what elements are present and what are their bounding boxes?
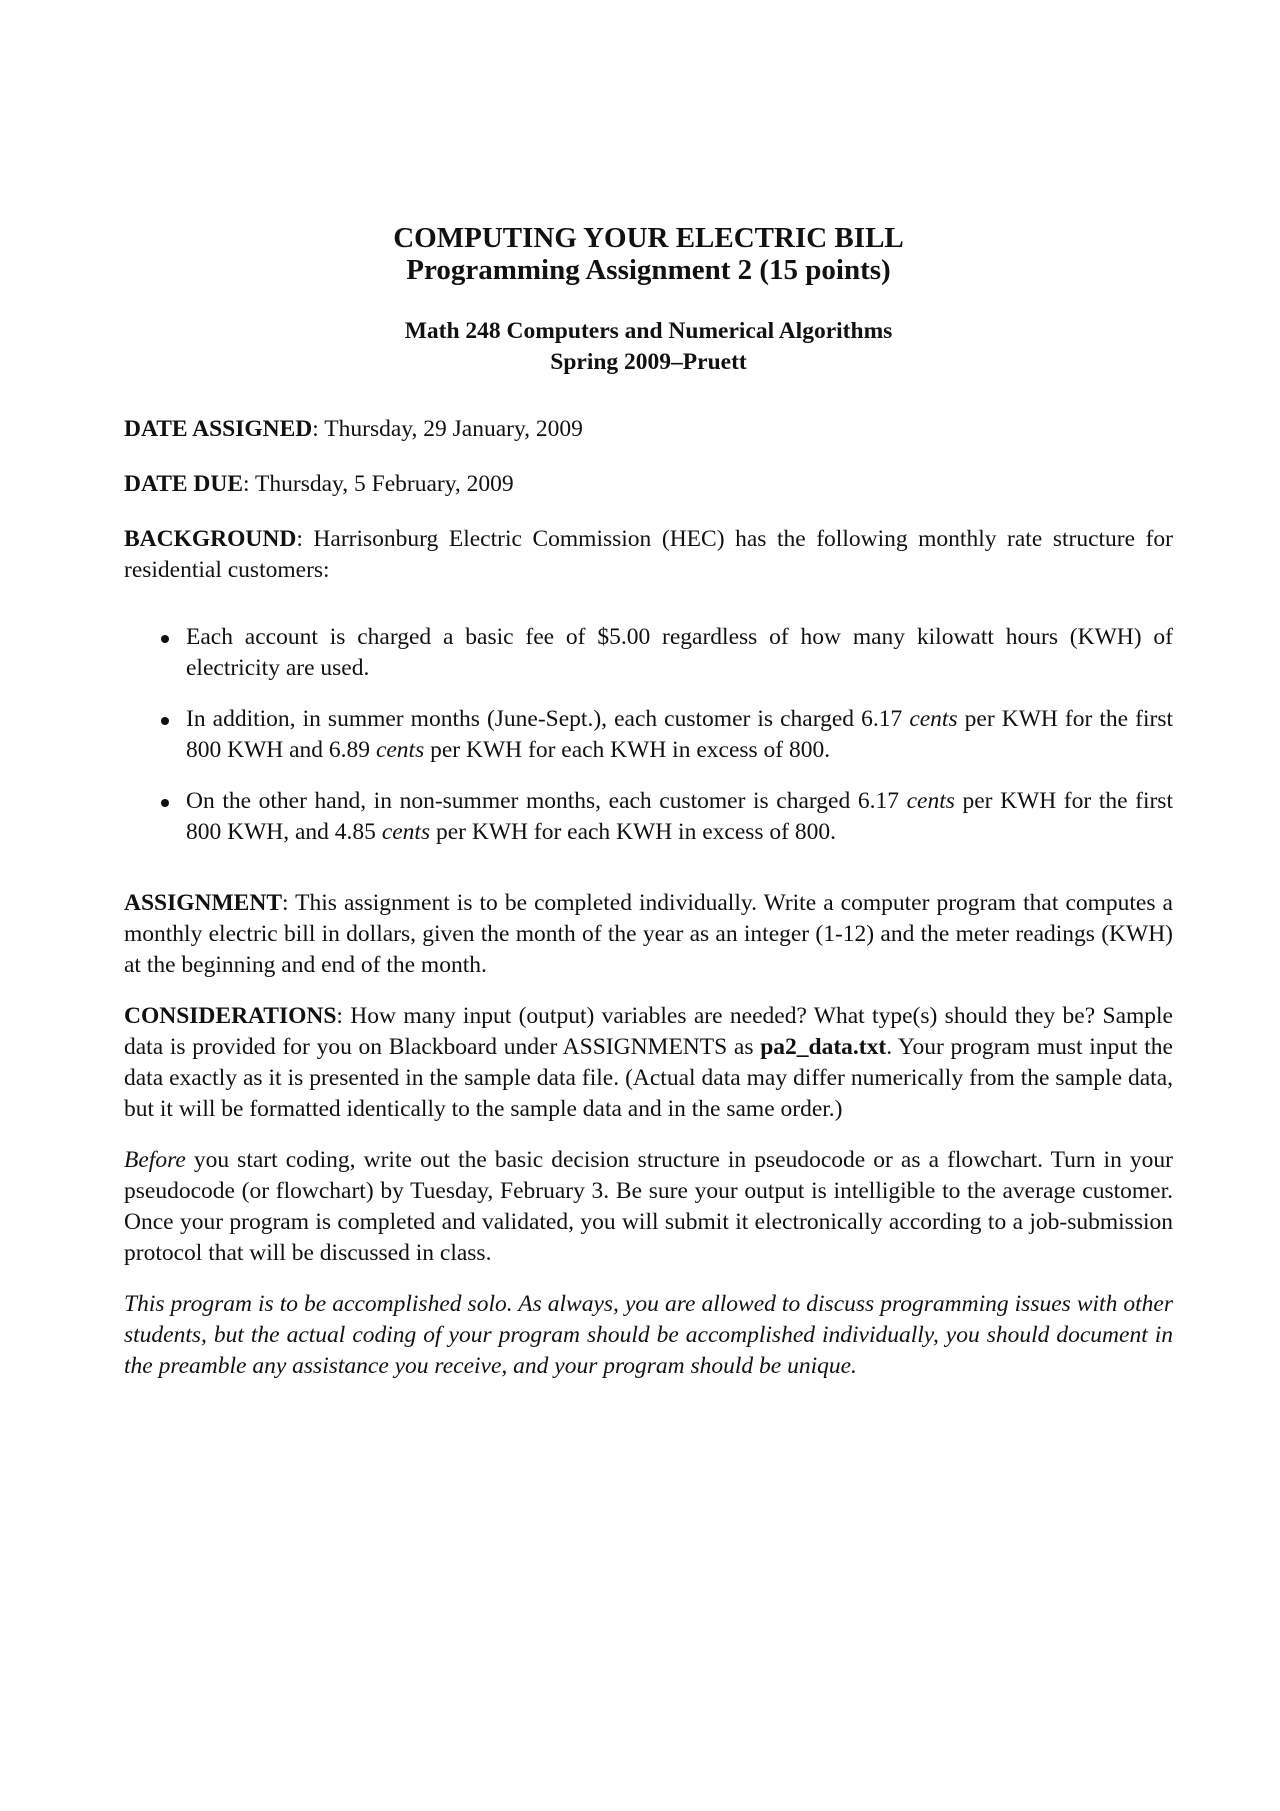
bullet-text: On the other hand, in non-summer months, each customer is charged 6.17 [186, 788, 907, 814]
bullet-text: per KWH for the first 800 KWH and 6.89 [186, 706, 1173, 763]
before-section [124, 1145, 1173, 1269]
solo-note [124, 1289, 1173, 1382]
solo-note-text: This program is to be accomplished solo. As always, you are allowed to discuss programming issues with other students, but the actual coding of your program should be accomplished individually, you should document in the preamble any assistance you receive, and your program should be unique. [124, 1291, 1173, 1379]
assignment-label: ASSIGNMENT [124, 890, 283, 916]
course-term: Spring 2009–Pruett [550, 349, 747, 375]
date-due-label: DATE DUE [124, 471, 244, 497]
before-text: you start coding, write out the basic decision structure in pseudocode or as a flowchart. Turn in your pseudocode (or flowchart) by Tuesday, February 3. Be sure your output is intelligible to the average customer. Once your program is completed and validated, you will submit it electronically according to a job-submission protocol that will be discussed in class. [124, 1147, 1173, 1266]
bullet-text: Each account is charged a basic fee of $5.00 regardless of how many kilowatt hours (KWH) of electricity are used. [186, 624, 1173, 681]
document-title: COMPUTING YOUR ELECTRIC BILL [393, 222, 904, 254]
date-assigned [124, 414, 1173, 445]
date-assigned-label: DATE ASSIGNED [124, 416, 313, 442]
rate-structure-list [124, 622, 1173, 848]
background-text: : Harrisonburg Electric Commission (HEC) has the following monthly rate structure for residential customers: [124, 526, 1173, 583]
assignment-section [124, 888, 1173, 981]
emphasis-text: cents [375, 737, 425, 763]
bullet-text: In addition, in summer months (June-Sept.), each customer is charged 6.17 [186, 706, 910, 732]
data-filename: pa2_data.txt [760, 1034, 887, 1060]
emphasis-text: cents [906, 788, 955, 814]
list-item [186, 704, 1173, 766]
title-block [124, 222, 1173, 286]
considerations-label: CONSIDERATIONS [124, 1003, 337, 1029]
background-section [124, 524, 1173, 586]
list-item [186, 786, 1173, 848]
date-due [124, 469, 1173, 500]
bullet-text: per KWH for the first 800 KWH, and 4.85 [186, 788, 1173, 845]
bullet-text: per KWH for each KWH in excess of 800. [430, 819, 836, 845]
date-due-value: : Thursday, 5 February, 2009 [243, 471, 514, 497]
considerations-section [124, 1001, 1173, 1125]
bullet-text: per KWH for each KWH in excess of 800. [424, 737, 831, 763]
emphasis-text: cents [909, 706, 958, 732]
emphasis-text: cents [381, 819, 431, 845]
date-assigned-value: : Thursday, 29 January, 2009 [312, 416, 583, 442]
considerations-text: . Your program must input the data exactly as it is presented in the sample data file. (Actual data may differ numerically from the sample data, but it will be formatted identically to the sample data and in the same order.) [124, 1034, 1173, 1122]
assignment-text: : This assignment is to be completed individually. Write a computer program that computes a monthly electric bill in dollars, given the month of the year as an integer (1-12) and the meter readings (KWH) at the beginning and end of the month. [124, 890, 1173, 978]
course-block [124, 316, 1173, 378]
considerations-text: : How many input (output) variables are needed? What type(s) should they be? Sample data is provided for you on Blackboard under ASSIGNMENTS as [124, 1003, 1173, 1060]
document-subtitle: Programming Assignment 2 (15 points) [406, 254, 891, 286]
course-name: Math 248 Computers and Numerical Algorithms [404, 318, 893, 344]
list-item [186, 622, 1173, 684]
background-label: BACKGROUND [124, 526, 297, 552]
before-emphasis: Before [124, 1147, 186, 1173]
